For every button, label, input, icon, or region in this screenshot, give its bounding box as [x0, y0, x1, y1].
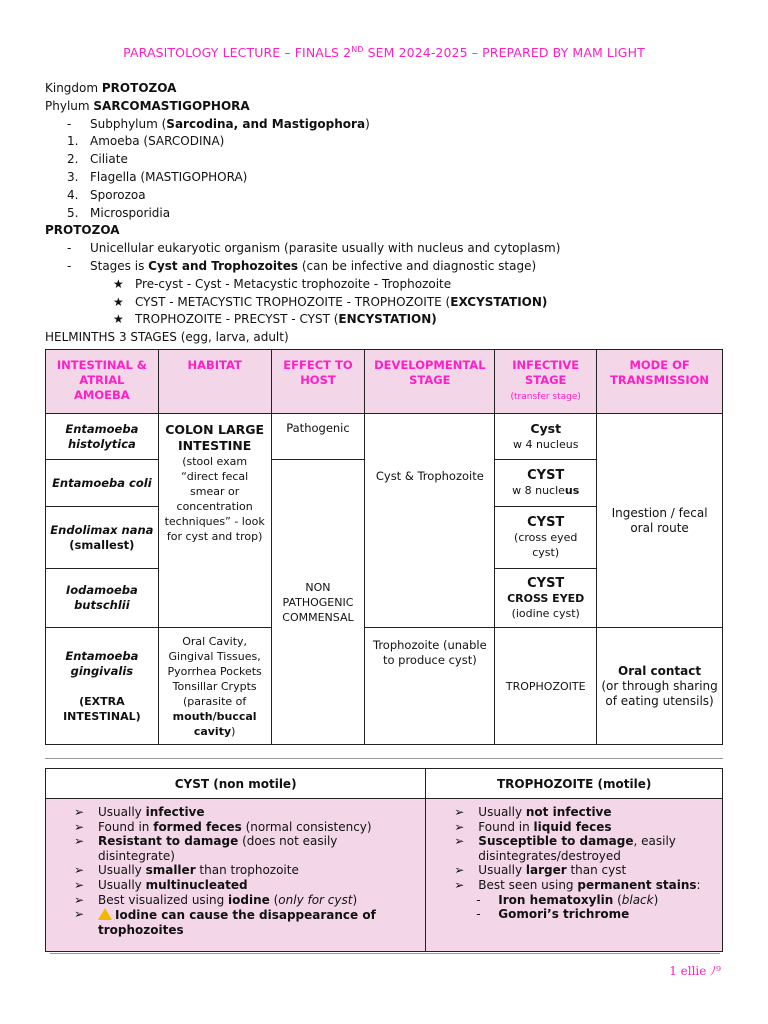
star-icon: ★	[113, 294, 124, 309]
class-item: 4. Sporozoa	[67, 187, 146, 202]
kingdom-line: Kingdom PROTOZOA	[45, 81, 177, 95]
stage-sequence: ★ Pre-cyst - Cyst - Metacystic trophozoite - Trophozoite	[45, 276, 735, 294]
species-butschlii: Iodamoeba butschlii	[46, 569, 159, 628]
warning-icon	[98, 908, 112, 920]
star-icon: ★	[113, 276, 124, 291]
effect-pathogenic: Pathogenic	[271, 414, 365, 460]
table-row	[46, 628, 723, 745]
list-item: ➢ Best visualized using iodine (only for cyst)	[74, 892, 358, 907]
stain-item: - Gomori’s trichrome	[476, 907, 630, 922]
class-item: 2. Ciliate	[67, 152, 128, 167]
class-item: 3. Flagella (MASTIGOPHORA)	[67, 169, 248, 184]
class-item: 1. Amoeba (SARCODINA)	[67, 134, 225, 149]
mode-fecal-oral: Ingestion / fecal oral route	[597, 414, 723, 628]
list-item: ➢ Resistant to damage (does not easily disintegrate)	[74, 834, 338, 863]
protozoa-heading: PROTOZOA	[45, 223, 120, 238]
infective-gingivalis: TROPHOZOITE	[495, 628, 597, 745]
header-amoeba: INTESTINAL & ATRIAL AMOEBA	[46, 350, 159, 414]
list-item: ➢ Usually not infective	[454, 805, 612, 819]
header-dev-stage: DEVELOPMENTAL STAGE	[365, 350, 495, 414]
cyst-trophozoite-table	[45, 768, 723, 952]
header-infective: INFECTIVE STAGE (transfer stage)	[495, 350, 597, 414]
list-item: ➢ Found in formed feces (normal consistency)	[74, 819, 372, 834]
species-nana: Endolimax nana (smallest)	[46, 507, 159, 569]
table-header-row	[46, 350, 723, 414]
mode-oral-contact: Oral contact (or through sharing of eating utensils)	[597, 628, 723, 745]
dev-trophozoite: Trophozoite (unable to produce cyst)	[365, 628, 495, 745]
species-gingivalis: Entamoeba gingivalis (EXTRA INTESTINAL)	[46, 628, 159, 745]
infective-coli: CYST w 8 nucleus	[495, 460, 597, 507]
stain-item: - Iron hematoxylin (black)	[476, 892, 659, 907]
header-trophozoite: TROPHOZOITE (motile)	[426, 769, 723, 799]
table-header-row	[46, 769, 723, 799]
header-mode: MODE OF TRANSMISSION	[597, 350, 723, 414]
subphylum-line: - Subphylum (Sarcodina, and Mastigophora)	[67, 116, 370, 131]
infective-nana: CYST (cross eyed cyst)	[495, 507, 597, 569]
divider	[50, 953, 720, 954]
header-cyst: CYST (non motile)	[46, 769, 426, 799]
habitat-oral: Oral Cavity, Gingival Tissues, Pyorrhea Pockets Tonsillar Crypts (parasite of mouth/buccal cavity)	[158, 628, 271, 745]
infective-histolytica: Cyst w 4 nucleus	[495, 414, 597, 460]
effect-nonpathogenic: NON PATHOGENIC COMMENSAL	[271, 460, 365, 745]
trophozoite-characteristics	[426, 799, 723, 952]
list-item: ➢ Usually smaller than trophozoite	[74, 863, 299, 878]
class-item: 5. Microsporidia	[67, 205, 171, 220]
divider	[45, 758, 723, 759]
star-icon: ★	[113, 312, 124, 327]
list-item: ➢ Best seen using permanent stains:	[454, 877, 701, 892]
dev-cyst-trophozoite: Cyst & Trophozoite	[365, 414, 495, 628]
list-item: ➢ Usually multinucleated	[74, 877, 248, 892]
table-row	[46, 414, 723, 460]
header-effect: EFFECT TO HOST	[271, 350, 365, 414]
list-item: ➢ Usually larger than cyst	[454, 863, 627, 878]
protozoa-bullet: - Stages is Cyst and Trophozoites (can be infective and diagnostic stage)	[67, 258, 537, 273]
species-coli: Entamoeba coli	[46, 460, 159, 507]
table-row	[46, 799, 723, 952]
list-item: ➢ Iodine can cause the disappearance of trophozoites	[74, 907, 376, 937]
habitat-colon: COLON LARGE INTESTINE (stool exam “direct fecal smear or concentration techniques” - look for cyst and trop)	[158, 414, 271, 628]
header-habitat: HABITAT	[158, 350, 271, 414]
list-item: ➢ Susceptible to damage, easily disintegrates/destroyed	[454, 834, 676, 863]
infective-butschlii: CYST CROSS EYED (iodine cyst)	[495, 569, 597, 628]
amoeba-table	[45, 349, 723, 745]
list-item: ➢ Usually infective	[74, 805, 205, 819]
page-footer: 1 ellie ﾉ⁹	[669, 964, 721, 978]
protozoa-bullet: - Unicellular eukaryotic organism (parasite usually with nucleus and cytoplasm)	[67, 241, 561, 256]
stage-sequence: ★ TROPHOZOITE - PRECYST - CYST (ENCYSTATION)	[45, 311, 735, 329]
taxonomy-outline	[45, 80, 735, 347]
cyst-characteristics	[46, 799, 426, 952]
list-item: ➢ Found in liquid feces	[454, 819, 612, 834]
stage-sequence: ★ CYST - METACYSTIC TROPHOZOITE - TROPHOZOITE (EXCYSTATION)	[45, 294, 735, 312]
document-title: PARASITOLOGY LECTURE – FINALS 2ND SEM 2024-2025 – PREPARED BY MAM LIGHT	[123, 45, 645, 61]
species-histolytica: Entamoeba histolytica	[46, 414, 159, 460]
helminths-line: HELMINTHS 3 STAGES (egg, larva, adult)	[45, 330, 289, 345]
phylum-line: Phylum SARCOMASTIGOPHORA	[45, 98, 250, 113]
